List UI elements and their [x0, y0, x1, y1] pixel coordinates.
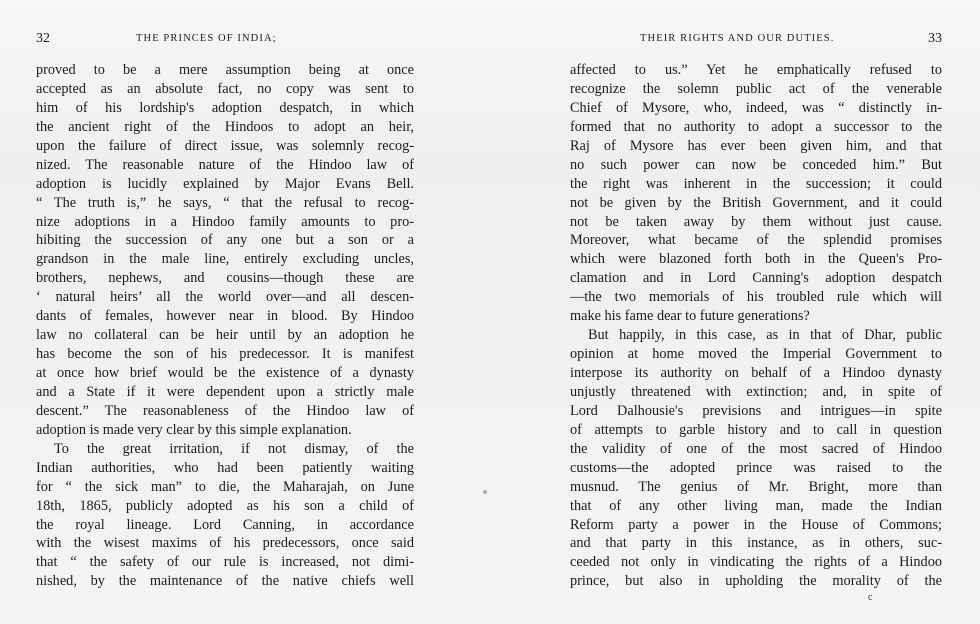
text-line: Raj of Mysore has ever been given him, and that	[570, 137, 942, 154]
text-line: adoption is made very clear by this simple explanation.	[36, 421, 352, 438]
right-running-head: THEIR RIGHTS AND OUR DUTIES.	[640, 33, 835, 44]
text-line: prince, but also in upholding the morality of the	[570, 573, 942, 590]
text-line: the royal lineage. Lord Canning, in accordance	[36, 516, 414, 533]
text-line: recognize the solemn public act of the venerable	[570, 80, 942, 97]
text-line: unjustly threatened with extinction; and, in spite of	[570, 383, 942, 400]
text-line: customs—the adopted prince was raised to the	[570, 459, 942, 476]
text-line: the right was inherent in the succession; it could	[570, 175, 942, 192]
text-line: Chief of Mysore, who, indeed, was “ distinctly in-	[570, 99, 942, 116]
text-line: at once how brief would be the existence of a dynasty	[36, 365, 414, 381]
text-line: not be taken away by them without just cause.	[570, 213, 942, 230]
text-line: upon the failure of direct issue, was solemnly recog-	[36, 137, 414, 154]
text-line: for “ the sick man” to die, the Maharajah, on June	[36, 478, 414, 495]
text-line: Lord Dalhousie's previsions and intrigues—in spite	[570, 402, 942, 419]
right-page-body	[570, 61, 942, 591]
text-line: adoption is lucidly explained by Major Evans Bell.	[36, 175, 414, 192]
text-line: interpose its authority on behalf of a Hindoo dynasty	[570, 365, 942, 381]
right-page-number: 33	[928, 31, 942, 46]
text-line: —the two memorials of his troubled rule which will	[570, 289, 942, 306]
text-line: 18th, 1865, publicly adopted as his son a child of	[36, 497, 414, 514]
text-line: Reform party a power in the House of Commons;	[570, 516, 942, 533]
text-line: clamation and in Lord Canning's adoption despatch	[570, 270, 942, 287]
text-line: formed that no authority to adopt a successor to the	[570, 118, 942, 135]
left-running-head: THE PRINCES OF INDIA;	[136, 33, 277, 44]
left-page-body	[36, 61, 414, 591]
text-line: opinion at home moved the Imperial Government to	[570, 346, 942, 363]
text-line: proved to be a mere assumption being at once	[36, 62, 414, 78]
text-line: the ancient right of the Hindoos to adopt an heir,	[36, 118, 414, 135]
text-line: no such power can now be conceded him.” But	[570, 156, 942, 173]
left-page-number: 32	[36, 31, 50, 46]
text-line: nized. The reasonable nature of the Hindoo law of	[36, 156, 414, 173]
text-line: has become the son of his predecessor. It is manifest	[36, 346, 414, 363]
text-line: not be given by the British Government, and it could	[570, 194, 942, 211]
text-line: make his fame dear to future generations?	[570, 308, 810, 325]
text-line: nize adoptions in a Hindoo family amounts to pro-	[36, 213, 414, 230]
text-line: To the great irritation, if not dismay, of the	[54, 440, 414, 457]
right-page-header	[570, 31, 942, 51]
signature-mark: c	[868, 592, 873, 603]
text-line: which were blazoned forth both in the Queen's Pro-	[570, 251, 942, 268]
text-line: the validity of one of the most sacred of Hindoo	[570, 440, 942, 457]
text-line: dants of females, however near in blood. By Hindoo	[36, 308, 414, 325]
text-line: grandson in the male line, entirely excluding uncles,	[36, 251, 414, 268]
text-line: But happily, in this case, as in that of Dhar, public	[588, 327, 942, 344]
gutter-mark	[483, 490, 487, 494]
text-line: brothers, nephews, and cousins—though these are	[36, 270, 414, 287]
text-line: nished, by the maintenance of the native chiefs well	[36, 573, 414, 590]
text-line: that “ the safety of our rule is increased, not dimi-	[36, 554, 414, 571]
right-page	[490, 0, 980, 624]
text-line: affected to us.” Yet he emphatically refused to	[570, 62, 942, 78]
text-line: with the wisest maxims of his predecessors, once said	[36, 535, 414, 552]
text-line: Indian authorities, who had been patiently waiting	[36, 459, 414, 476]
text-line: Moreover, what became of the splendid promises	[570, 232, 942, 249]
text-line: hibiting the succession of any one but a son or a	[36, 232, 414, 249]
text-line: law no collateral can be heir until by an adoption he	[36, 327, 414, 344]
text-line: descent.” The reasonableness of the Hindoo law of	[36, 402, 414, 419]
left-page-header	[36, 31, 416, 51]
text-line: ‘ natural heirs’ all the world over—and all descen-	[36, 289, 414, 306]
text-line: “ The truth is,” he says, “ that the refusal to recog-	[36, 194, 414, 211]
text-line: musnud. The genius of Mr. Bright, more than	[570, 478, 942, 495]
text-line: and a State if it were dependent upon a strictly male	[36, 383, 414, 400]
text-line: ceeded not only in vindicating the rights of a Hindoo	[570, 554, 942, 571]
text-line: that of any other living man, made the Indian	[570, 497, 942, 514]
text-line: and that party in this instance, as in others, suc-	[570, 535, 942, 552]
text-line: accepted as an absolute fact, no copy was sent to	[36, 80, 414, 97]
text-line: of attempts to garble history and to call in question	[570, 421, 942, 438]
text-line: him of his lordship's adoption despatch, in which	[36, 99, 414, 116]
